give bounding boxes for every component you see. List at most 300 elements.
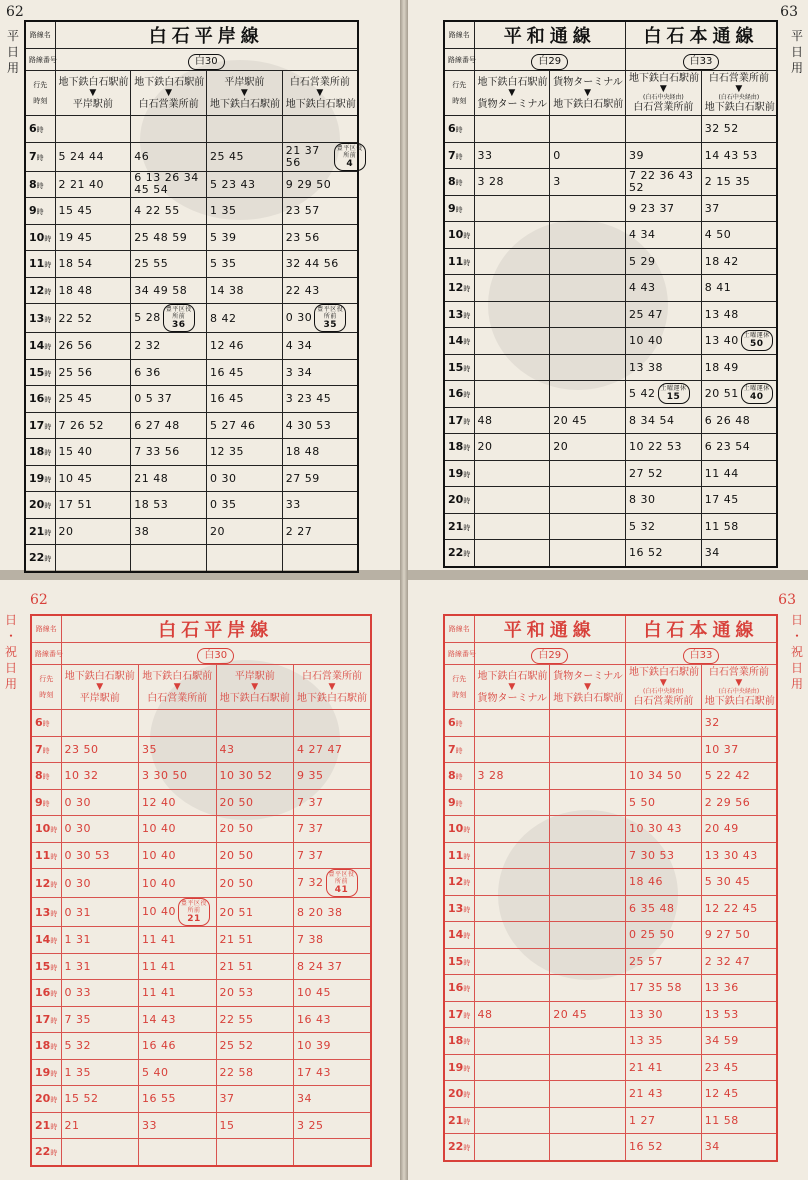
hour-suffix: 時: [44, 422, 52, 431]
departure-minutes: 27 52: [629, 466, 663, 480]
departure-minutes-cell: [474, 248, 550, 275]
departure-minutes: 14 43 53: [704, 148, 758, 162]
down-arrow-icon: ▼: [96, 681, 104, 692]
departure-minutes: 6 27 48: [134, 418, 180, 432]
hour-suffix: 時: [50, 909, 58, 918]
departure-minutes-cell: [131, 545, 207, 572]
departure-minutes: 5 22 42: [704, 769, 751, 783]
departure-minutes: 22 43: [285, 283, 320, 297]
departure-minutes-cell: [474, 1028, 550, 1055]
via-note-badge: [326, 869, 358, 897]
departure-minutes-cell: [626, 142, 702, 169]
departure-minutes-cell: [207, 171, 283, 198]
departure-minutes-cell: [216, 898, 294, 927]
departure-minutes: 0 30: [64, 795, 91, 809]
departure-minutes-cell: [282, 465, 358, 492]
via-note-label: 豊平区役所前: [181, 900, 208, 914]
hour-value: 14: [448, 928, 464, 942]
timetable-row: [31, 898, 371, 927]
departure-minutes: 13 36: [704, 981, 739, 995]
direction-column-header: [626, 71, 702, 116]
side-label-char: 日: [4, 613, 17, 627]
hour-cell: [444, 816, 474, 843]
departure-minutes: 37: [219, 1092, 235, 1106]
down-arrow-icon: ▼: [584, 87, 592, 98]
route-number-cell: [626, 643, 778, 665]
departure-minutes: 11 44: [704, 466, 739, 480]
timetable-row: [444, 1054, 777, 1081]
departure-minutes-cell: [701, 736, 777, 763]
hour-suffix: 時: [463, 1064, 471, 1073]
book-gutter: [400, 0, 408, 1180]
departure-minutes: 18 53: [134, 498, 169, 512]
via-note-minute: 21: [187, 914, 201, 924]
timetable-row: [25, 116, 358, 143]
departure-minutes-cell: [474, 407, 550, 434]
departure-minutes-cell: [61, 763, 139, 790]
hour-cell: [31, 1112, 61, 1139]
departure-minutes: 34: [704, 546, 720, 560]
departure-minutes-cell: [626, 513, 702, 540]
hour-suffix: 時: [44, 502, 52, 511]
route-number-label: 路線番号: [444, 49, 474, 71]
departure-minutes: 4 50: [704, 228, 732, 242]
hour-cell: [31, 1006, 61, 1033]
hour-suffix: 時: [463, 985, 471, 994]
hour-value: 15: [35, 959, 51, 973]
departure-minutes-cell: [474, 816, 550, 843]
direction-from: 白石営業所前: [708, 667, 769, 678]
departure-minutes-cell: [626, 487, 702, 514]
direction-to: 白石営業所前: [138, 98, 199, 110]
departure-minutes-cell: [474, 354, 550, 381]
departure-minutes-cell: [626, 169, 702, 196]
timetable-row: [444, 381, 777, 408]
hour-suffix: 時: [36, 208, 44, 217]
departure-minutes: 18 48: [58, 283, 93, 297]
direction-label: 行先: [452, 675, 467, 683]
hour-suffix: 時: [42, 773, 50, 782]
timetable-row: [31, 842, 371, 869]
hour-suffix: 時: [463, 470, 471, 479]
departure-minutes-cell: [282, 116, 358, 143]
departure-minutes-cell: [131, 304, 207, 333]
departure-minutes-cell: [474, 1001, 550, 1028]
departure-minutes-cell: [474, 1054, 550, 1081]
timetable-row: [25, 518, 358, 545]
hour-suffix: 時: [455, 720, 463, 729]
departure-minutes-cell: [626, 301, 702, 328]
departure-minutes: 10 40: [142, 905, 176, 918]
departure-minutes-cell: [282, 386, 358, 413]
departure-minutes: 5 32: [629, 519, 656, 533]
hour-value: 20: [448, 1087, 464, 1101]
departure-minutes-cell: [216, 736, 294, 763]
departure-minutes-cell: [626, 922, 702, 949]
hour-suffix: 時: [455, 773, 463, 782]
departure-minutes-cell: [701, 789, 777, 816]
hour-cell: [31, 898, 61, 927]
via-note-minute: 40: [749, 392, 764, 403]
timetable-row: [444, 487, 777, 514]
route-number-row: [444, 49, 777, 71]
departure-minutes: 22 52: [58, 311, 93, 325]
departure-minutes-cell: [550, 1054, 626, 1081]
hour-suffix: 時: [463, 523, 471, 532]
route-number-row: [444, 643, 777, 665]
departure-minutes-cell: [626, 195, 702, 222]
hour-cell: [444, 948, 474, 975]
departure-minutes: 20 49: [704, 822, 739, 836]
route-name-row: [444, 615, 777, 643]
departure-minutes: 1 31: [64, 959, 91, 973]
timetable-row: [31, 1086, 371, 1113]
timetable-row: [31, 1006, 371, 1033]
departure-minutes: 14 38: [210, 283, 244, 297]
departure-minutes-cell: [55, 333, 131, 360]
timetable-row: [444, 895, 777, 922]
departure-minutes: 13 40: [704, 333, 739, 347]
hour-cell: [444, 328, 474, 355]
route-title: 平和通線: [474, 615, 626, 643]
departure-minutes: 5 30 45: [704, 875, 751, 889]
timetable-row: [444, 195, 777, 222]
hour-cell: [444, 222, 474, 249]
route-name-row: [31, 615, 371, 643]
departure-minutes-cell: [282, 518, 358, 545]
departure-minutes-cell: [626, 869, 702, 896]
hour-value: 20: [448, 493, 464, 507]
direction-from: 地下鉄白石駅前: [58, 76, 129, 88]
direction-column-header: [139, 665, 217, 710]
hour-suffix: 時: [42, 799, 50, 808]
departure-minutes-cell: [131, 116, 207, 143]
departure-minutes-cell: [550, 195, 626, 222]
direction-to: 地下鉄白石駅前: [553, 692, 624, 704]
hour-suffix: 時: [463, 417, 471, 426]
departure-minutes-cell: [207, 412, 283, 439]
departure-minutes: 3 25: [297, 1118, 324, 1132]
departure-minutes-cell: [701, 195, 777, 222]
route-number-cell: [474, 643, 626, 665]
hour-value: 22: [29, 551, 45, 565]
hour-cell: [444, 1081, 474, 1108]
hour-cell: [25, 224, 55, 251]
departure-minutes-cell: [701, 1028, 777, 1055]
departure-minutes-cell: [474, 1134, 550, 1161]
departure-minutes: 6 35 48: [629, 901, 675, 915]
via-note-minute: 50: [749, 339, 764, 350]
departure-minutes-cell: [294, 1006, 372, 1033]
hour-value: 7: [35, 742, 43, 756]
departure-minutes: 7 37: [297, 795, 324, 809]
hour-suffix: 時: [50, 1122, 58, 1131]
departure-minutes-cell: [550, 1028, 626, 1055]
departure-minutes-cell: [131, 359, 207, 386]
hour-cell: [444, 540, 474, 567]
hour-value: 7: [29, 150, 37, 163]
departure-minutes-cell: [282, 412, 358, 439]
timetable-row: [25, 545, 358, 572]
departure-minutes-cell: [626, 381, 702, 408]
hour-suffix: 時: [36, 181, 44, 190]
departure-minutes-cell: [550, 895, 626, 922]
hour-value: 8: [448, 175, 456, 189]
departure-minutes-cell: [139, 816, 217, 843]
hour-cell: [25, 439, 55, 466]
timetable-row: [444, 869, 777, 896]
departure-minutes: 21 51: [219, 933, 254, 947]
departure-minutes: 7 38: [297, 933, 324, 947]
departure-minutes-cell: [550, 275, 626, 302]
departure-minutes: 8 20 38: [297, 905, 343, 919]
departure-minutes-cell: [550, 460, 626, 487]
departure-minutes: 33: [285, 498, 301, 512]
hour-cell: [25, 277, 55, 304]
departure-minutes-cell: [61, 842, 139, 869]
departure-minutes: 12 22 45: [704, 901, 758, 915]
timetable-row: [444, 710, 777, 737]
departure-minutes: 5 42: [629, 386, 656, 400]
hour-cell: [444, 248, 474, 275]
departure-minutes: 8 41: [704, 281, 732, 295]
hour-value: 16: [448, 387, 464, 401]
departure-minutes-cell: [139, 1006, 217, 1033]
timetable-row: [25, 386, 358, 413]
departure-minutes-cell: [61, 1086, 139, 1113]
hour-suffix: 時: [455, 205, 463, 214]
direction-column-header: [701, 665, 777, 710]
departure-minutes-cell: [207, 359, 283, 386]
hour-value: 7: [448, 742, 456, 756]
departure-minutes-cell: [550, 540, 626, 567]
down-arrow-icon: ▼: [735, 678, 743, 688]
direction-label: 行先: [33, 81, 48, 89]
departure-minutes: 1 31: [64, 933, 91, 947]
route-name-row: [444, 21, 777, 49]
departure-minutes: 18 42: [704, 254, 739, 268]
departure-minutes-cell: [55, 492, 131, 519]
route-name-row: [25, 21, 358, 49]
departure-minutes-cell: [550, 169, 626, 196]
departure-minutes: 25 47: [629, 307, 663, 321]
hour-cell: [444, 1107, 474, 1134]
departure-minutes: 6 36: [134, 365, 161, 379]
departure-minutes-cell: [282, 277, 358, 304]
hour-suffix: 時: [42, 746, 50, 755]
departure-minutes: 20 50: [219, 876, 254, 890]
departure-minutes: 4 22 55: [134, 204, 180, 218]
departure-minutes-cell: [626, 710, 702, 737]
departure-minutes: 1 35: [210, 204, 237, 218]
hour-suffix: 時: [463, 338, 471, 347]
hour-cell: [444, 513, 474, 540]
hour-value: 6: [35, 716, 43, 730]
departure-minutes-cell: [282, 439, 358, 466]
departure-minutes: 33: [142, 1118, 157, 1132]
departure-minutes: 32: [704, 716, 720, 730]
direction-column-header: [550, 71, 626, 116]
via-note-badge: [163, 304, 195, 332]
route-number-label: 路線番号: [31, 643, 61, 665]
hour-cell: [31, 816, 61, 843]
departure-minutes: 13 35: [629, 1034, 663, 1048]
departure-minutes: 16 45: [210, 392, 244, 406]
departure-minutes-cell: [701, 816, 777, 843]
side-label-char: 用: [790, 677, 803, 691]
departure-minutes: 34: [297, 1092, 312, 1106]
departure-minutes: 6 13 26 34 45 54: [134, 171, 199, 197]
departure-minutes-cell: [139, 953, 217, 980]
hour-cell: [25, 465, 55, 492]
hour-suffix: 時: [50, 937, 58, 946]
departure-minutes: 5 23 43: [210, 177, 256, 191]
hour-value: 16: [35, 986, 51, 1000]
departure-minutes: 17 45: [704, 493, 739, 507]
hour-suffix: 時: [463, 364, 471, 373]
departure-minutes-cell: [294, 816, 372, 843]
hour-cell: [444, 1001, 474, 1028]
departure-minutes-cell: [626, 1107, 702, 1134]
departure-minutes-cell: [131, 492, 207, 519]
timetable-row: [444, 301, 777, 328]
departure-minutes-cell: [131, 333, 207, 360]
departure-minutes-cell: [626, 407, 702, 434]
departure-minutes-cell: [139, 710, 217, 737]
departure-minutes-cell: [61, 710, 139, 737]
departure-minutes: 10 40: [142, 848, 176, 862]
departure-minutes-cell: [701, 142, 777, 169]
departure-minutes: 23 56: [285, 230, 320, 244]
departure-minutes-cell: [701, 301, 777, 328]
departure-minutes: 19 45: [58, 230, 93, 244]
departure-minutes-cell: [474, 381, 550, 408]
holiday-heiwadori-shiraishihondori-timetable: [443, 614, 778, 1162]
departure-minutes-cell: [207, 142, 283, 171]
departure-minutes: 32 44 56: [285, 257, 339, 271]
hour-value: 12: [448, 281, 464, 295]
departure-minutes-cell: [294, 927, 372, 954]
direction-column-header: [216, 665, 294, 710]
departure-minutes-cell: [282, 251, 358, 278]
departure-minutes: 9 29 50: [285, 177, 332, 191]
departure-minutes-cell: [294, 1139, 372, 1166]
departure-minutes: 0 30: [210, 471, 237, 485]
timetable-row: [31, 980, 371, 1007]
hour-cell: [31, 763, 61, 790]
hour-cell: [444, 1134, 474, 1161]
hour-cell: [444, 169, 474, 196]
departure-minutes: 2 15 35: [704, 175, 751, 189]
departure-minutes-cell: [55, 386, 131, 413]
departure-minutes: 3 30 50: [142, 769, 188, 783]
departure-minutes-cell: [55, 518, 131, 545]
hour-value: 10: [448, 228, 464, 242]
hour-suffix: 時: [463, 1038, 471, 1047]
timetable-row: [444, 763, 777, 790]
departure-minutes: 8 34 54: [629, 413, 675, 427]
departure-minutes: 5 40: [142, 1065, 169, 1079]
down-arrow-icon: ▼: [89, 87, 97, 98]
departure-minutes: 8 42: [210, 311, 237, 325]
departure-minutes-cell: [55, 251, 131, 278]
departure-minutes-cell: [626, 736, 702, 763]
direction-time-label: [444, 665, 474, 710]
hour-cell: [25, 304, 55, 333]
departure-minutes-cell: [61, 1059, 139, 1086]
departure-minutes: 10 40: [629, 334, 663, 348]
departure-minutes: 6 23 54: [704, 440, 751, 454]
hour-cell: [444, 301, 474, 328]
departure-minutes: 7 33 56: [134, 445, 180, 459]
departure-minutes-cell: [626, 975, 702, 1002]
departure-minutes-cell: [139, 842, 217, 869]
direction-to: 地下鉄白石駅前: [210, 98, 280, 110]
down-arrow-icon: ▼: [659, 678, 667, 688]
hour-value: 7: [448, 148, 456, 162]
hour-suffix: 時: [50, 990, 58, 999]
departure-minutes-cell: [282, 304, 358, 333]
departure-minutes: 10 30 43: [629, 822, 682, 836]
direction-to: 貨物ターミナル: [477, 98, 547, 110]
direction-column-header: [131, 71, 207, 116]
departure-minutes: 23 50: [64, 742, 99, 756]
hour-value: 12: [29, 283, 45, 297]
departure-minutes-cell: [294, 1112, 372, 1139]
departure-minutes-cell: [550, 948, 626, 975]
departure-minutes-cell: [216, 763, 294, 790]
departure-minutes-cell: [626, 222, 702, 249]
departure-minutes-cell: [701, 540, 777, 567]
departure-minutes: 11 58: [704, 519, 739, 533]
hour-value: 10: [29, 230, 45, 244]
down-arrow-icon: ▼: [251, 681, 259, 692]
route-via: (白石中央経由): [718, 688, 760, 695]
hour-cell: [25, 386, 55, 413]
hour-suffix: 時: [42, 720, 50, 729]
departure-minutes-cell: [474, 736, 550, 763]
departure-minutes-cell: [626, 354, 702, 381]
departure-minutes: 2 32 47: [704, 954, 751, 968]
weekday-shiraishi-hiragishi-timetable: [24, 20, 363, 573]
departure-minutes: 0 30: [64, 876, 91, 890]
via-note-badge: [178, 898, 210, 926]
route-number-row: [31, 643, 371, 665]
page-number: 62: [6, 4, 24, 20]
departure-minutes-cell: [216, 816, 294, 843]
hour-suffix: 時: [455, 126, 463, 135]
timetable-row: [25, 304, 358, 333]
down-arrow-icon: ▼: [508, 681, 516, 692]
departure-minutes-cell: [626, 540, 702, 567]
departure-minutes-cell: [207, 277, 283, 304]
departure-minutes-cell: [626, 328, 702, 355]
departure-minutes: 7 37: [297, 822, 324, 836]
hour-cell: [444, 1054, 474, 1081]
hour-cell: [25, 492, 55, 519]
departure-minutes: 20: [210, 524, 225, 538]
hour-value: 8: [448, 769, 456, 783]
hour-value: 13: [448, 307, 464, 321]
departure-minutes: 10 32: [64, 769, 99, 783]
hour-value: 19: [35, 1065, 51, 1079]
departure-minutes-cell: [294, 842, 372, 869]
departure-minutes: 4 30 53: [285, 418, 332, 432]
hour-suffix: 時: [463, 1011, 471, 1020]
hour-cell: [444, 487, 474, 514]
departure-minutes: 32 52: [704, 122, 739, 136]
departure-minutes-cell: [216, 1086, 294, 1113]
